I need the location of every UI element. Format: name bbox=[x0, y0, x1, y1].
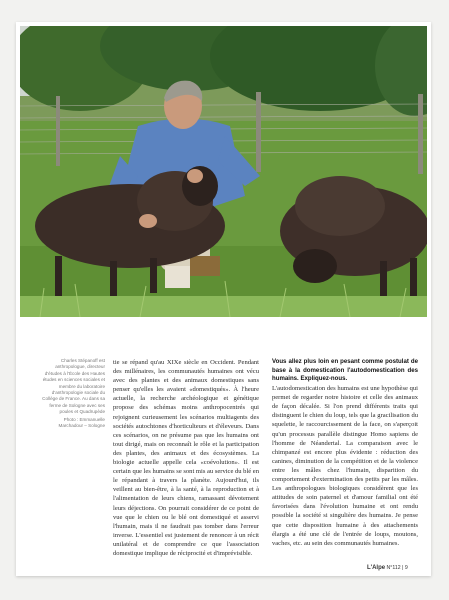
article-column-2 bbox=[272, 358, 418, 548]
separator: | bbox=[402, 565, 404, 571]
article-column-1 bbox=[113, 358, 259, 558]
magazine-name: L'Alpe bbox=[367, 565, 386, 571]
page-footer bbox=[367, 565, 408, 571]
photo-icon bbox=[20, 26, 427, 317]
magazine-page bbox=[16, 22, 431, 576]
issue-number: N°112 bbox=[386, 565, 401, 571]
photo-credit: Photo : Emmanuelle Marchadour – Sologne bbox=[58, 416, 105, 429]
caption-text: Charles Stépanoff est anthropologue, directeur d'études à l'École des Hautes études en sciences sociales et membre du laboratoire d'anthropologie sociale du Collège de France. Au dans sa ferme de Sologne avec ses poules et Quadrupède bbox=[42, 358, 105, 415]
article-paragraph: L'autodomestication des humains est une hypothèse qui permet de regarder notre histoire et celle des animaux de façon décalée. Si l'on prend différents traits qui distinguent le chien du loup, tels que la gracilisation du squelette, le raccourcissement de la face, on s'aperçoit qu'un processus parallèle distingue Homo sapiens de l'homme de Néandertal. La comparaison avec le chimpanzé est encore plus évidente : réduction des canines, diminution de la compétition et de la violence entre les mâles chez l'humain, disparition du comportement d'extermination des petits par les mâles. Les anthropologues biologiques considèrent que les attitudes de soin paternel et d'amour familial ont été favorisées dans l'évolution humaine et ont rendu possible la société si singulière des humains. Je pense que cette disposition humaine à des attachements élargis a été une clé de l'entrée de loups, moutons, vaches, etc. au sein des communautés humaines. bbox=[272, 385, 418, 547]
page-number: 9 bbox=[404, 565, 408, 571]
article-paragraph: tie se répand qu'au XIXe siècle en Occident. Pendant des millénaires, les communautés humaines ont vécu avec des plantes et des animaux domestiques sans penser qu'elles les avaient «domestiqués». À l'heure actuelle, la recherche archéologique et génétique propose des schémas moins anthropocentrés qui rejoignent curieusement les scénarios multiagents des sociétés autochtones d'horticulteurs et d'éleveurs. Dans ces scénarios, on ne présume pas que les humains ont tout dirigé, mais on reconnaît le rôle et la participation des plantes, des animaux et des écosystèmes. La biologie actuelle appelle cela «coévolution». Il est certain que les humains se sont mis au service du blé en le répandant à travers la planète. Aujourd'hui, ils veillent au bien-être, à la santé, à la reproduction et à l'alimentation de leurs chiens, ramassant dévotement leurs déjections. On pourrait considérer de ce point de vue que le chien ou le blé ont domestiqué et asservi l'humain, mais il ne faudrait pas tomber dans l'erreur inverse. L'essentiel est justement de renoncer à un récit unilatéral et de comprendre ce que l'association domestique implique de réciprocité et d'imprévisible. bbox=[113, 359, 259, 557]
photo-caption bbox=[39, 358, 105, 429]
interview-question: Vous allez plus loin en pesant comme postulat de base à la domestication l'autodomestication des humains. Expliquez-nous. bbox=[272, 358, 418, 383]
photo-man-with-sheep bbox=[20, 26, 427, 317]
